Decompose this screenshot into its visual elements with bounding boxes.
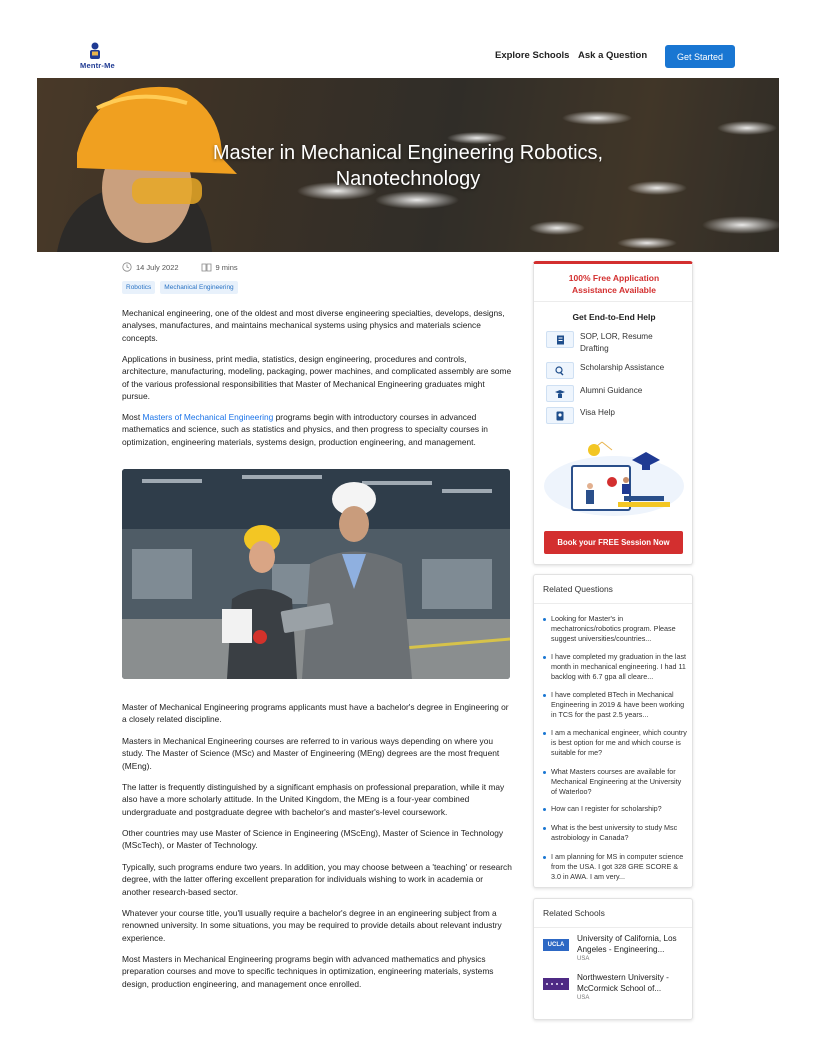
page-title-line-2: Nanotechnology (335, 168, 481, 190)
hero-banner (37, 78, 779, 252)
question-item[interactable] (543, 852, 689, 882)
related-questions-card (533, 574, 693, 888)
publish-date-text: 14 July 2022 (136, 262, 179, 272)
promo-title-line-1: 100% Free Application (568, 273, 660, 283)
question-item[interactable] (543, 767, 689, 797)
question-text[interactable]: I am a mechanical engineer, which country is best option for me and which course is suitable for me? (551, 728, 687, 757)
paragraph-text: Most (122, 412, 143, 422)
bullet-icon (543, 618, 546, 621)
promo-subtitle: Get End-to-End Help (572, 312, 656, 322)
related-schools-card (533, 898, 693, 1020)
divider (534, 927, 692, 928)
scholarship-icon (546, 362, 574, 379)
help-item-label: Scholarship Assistance (580, 363, 665, 372)
get-started-button[interactable]: Get Started (665, 45, 735, 68)
paragraph: Other countries may use Master of Science in Engineering (MScEng), Master of Science in Technology (MScTech), or Master of Technology. (122, 828, 504, 851)
divider (534, 603, 692, 604)
help-item-scholarship (546, 362, 670, 379)
nav-ask-question[interactable]: Ask a Question (578, 50, 648, 61)
tag-list (122, 281, 243, 294)
study-abroad-illustration (542, 436, 686, 520)
help-item-visa (546, 407, 670, 424)
question-item[interactable] (543, 652, 689, 682)
related-schools-heading: Related Schools (543, 908, 605, 918)
paragraph: Masters in Mechanical Engineering courses are referred to in various ways depending on where you study. The Master of Science (MSc) and Master of Engineering (MEng) degrees are the most frequent (MEng). (122, 736, 500, 771)
bullet-icon (543, 694, 546, 697)
article-image (122, 469, 510, 679)
school-info (577, 934, 687, 962)
school-country: USA (577, 956, 590, 962)
related-questions-heading: Related Questions (543, 584, 613, 594)
page-title-line-1: Master in Mechanical Engineering Robotics, (212, 142, 604, 164)
question-item[interactable] (543, 804, 689, 814)
bullet-icon (543, 656, 546, 659)
paragraph: Typically, such programs endure two years. In addition, you may choose between a 'teaching' or research degree, with the latter offering excellent preparation for individuals wishing to work in academia or another research-based sector. (122, 862, 512, 897)
document-icon (546, 331, 574, 348)
paragraph: The latter is frequently distinguished by a significant emphasis on professional preparation, while it may also have a more scholarly attitude. In the United Kingdom, the MEng is a four-year combined undergraduate and postgraduate degree with bachelor's and master's-level coursework. (122, 782, 505, 817)
help-item-sop (546, 331, 670, 354)
ucla-logo: UCLA (543, 939, 569, 951)
question-text[interactable]: What Masters courses are available for Mechanical Engineering at the University of Waterloo? (551, 767, 682, 796)
clock-icon (122, 262, 132, 272)
help-item-label: Visa Help (580, 408, 615, 417)
paragraph: Whatever your course title, you'll usually require a bachelor's degree in an engineering subject from a renowned university. In some situations, you may be required to provide details about relevant industry experience. (122, 908, 502, 943)
book-free-session-button[interactable]: Book your FREE Session Now (544, 531, 683, 554)
bullet-icon (543, 771, 546, 774)
page-title (37, 140, 779, 192)
bullet-icon (543, 732, 546, 735)
northwestern-logo (543, 978, 569, 990)
graduate-icon (546, 385, 574, 402)
bullet-icon (543, 808, 546, 811)
article-meta (122, 262, 260, 272)
paragraph: Mechanical engineering, one of the oldest and most diverse engineering specialties, develops, designs, analyses, manufactures, and maintains mechanical systems using physics and materials science concepts. (122, 308, 505, 343)
read-time-text: 9 mins (215, 262, 238, 272)
question-text[interactable]: What is the best university to study Msc astrobiology in Canada? (551, 823, 678, 842)
paragraph: Applications in business, print media, statistics, design engineering, procedures and controls, architecture, manufacturing, modeling, packaging, power machines, and complicated assembly are some of the various professional responsibilities that Master of Mechanical Engineering graduates might pursue. (122, 354, 512, 402)
help-item-alumni (546, 385, 670, 402)
school-country: USA (577, 995, 590, 1001)
school-item-ucla[interactable] (543, 934, 687, 962)
help-item-label: SOP, LOR, Resume Drafting (580, 332, 653, 353)
question-text[interactable]: I am planning for MS in computer science from the USA. I got 328 GRE SCORE & 3.0 in AWA. I am very... (551, 852, 684, 881)
question-text[interactable]: How can I register for scholarship? (551, 804, 662, 813)
school-name[interactable]: University of California, Los Angeles - Engineering... (577, 934, 677, 954)
mentor-logo-icon (88, 42, 102, 60)
tag-robotics[interactable]: Robotics (122, 281, 155, 294)
school-info (577, 973, 687, 1001)
question-item[interactable] (543, 728, 689, 758)
question-item[interactable] (543, 690, 689, 720)
paragraph-text: programs begin with introductory courses in advanced mathematics and science, such as statistics and physics, and then progress to specialty courses in optimization, engineering materials, systems design, production engineering, and management. (122, 412, 488, 447)
question-text[interactable]: Looking for Master's in mechatronics/robotics program. Please suggest universities/countries... (551, 614, 676, 643)
question-text[interactable]: I have completed BTech in Mechanical Engineering in 2019 & have been working in TCS for the past 2.5 years... (551, 690, 685, 719)
nav-explore-schools[interactable]: Explore Schools (495, 50, 570, 61)
logo[interactable] (80, 42, 126, 72)
school-name[interactable]: Northwestern University - McCormick School of... (577, 973, 669, 993)
paragraph: Most Masters in Mechanical Engineering programs begin with advanced mathematics and physics preparation courses and move to specific techniques in optimization, engineering materials, systems design, production engineering, and management once enrolled. (122, 954, 494, 989)
read-time (201, 263, 238, 272)
engineers-photo (122, 469, 510, 679)
site-header (0, 0, 816, 78)
logo-text: Mentr-Me (80, 61, 115, 70)
question-item[interactable] (543, 614, 689, 644)
question-text[interactable]: I have completed my graduation in the last month in mechanical engineering. I had 11 backlog with 6.7 gpa all cleare... (551, 652, 687, 681)
school-item-northwestern[interactable] (543, 973, 687, 1001)
bullet-icon (543, 827, 546, 830)
masters-mech-eng-link[interactable]: Masters of Mechanical Engineering (142, 412, 274, 422)
question-item[interactable] (543, 823, 689, 843)
book-icon (201, 263, 212, 272)
tag-mechanical-engineering[interactable]: Mechanical Engineering (160, 281, 237, 294)
paragraph (122, 411, 512, 448)
application-assistance-card (533, 261, 693, 565)
help-item-label: Alumni Guidance (580, 386, 643, 395)
promo-title-line-2: Assistance Available (572, 284, 656, 295)
divider (534, 301, 692, 302)
passport-icon (546, 407, 574, 424)
publish-date (122, 262, 179, 272)
promo-title (534, 273, 694, 296)
paragraph: Master of Mechanical Engineering programs applicants must have a bachelor's degree in Engineering or a closely related discipline. (122, 702, 509, 725)
bullet-icon (543, 856, 546, 859)
